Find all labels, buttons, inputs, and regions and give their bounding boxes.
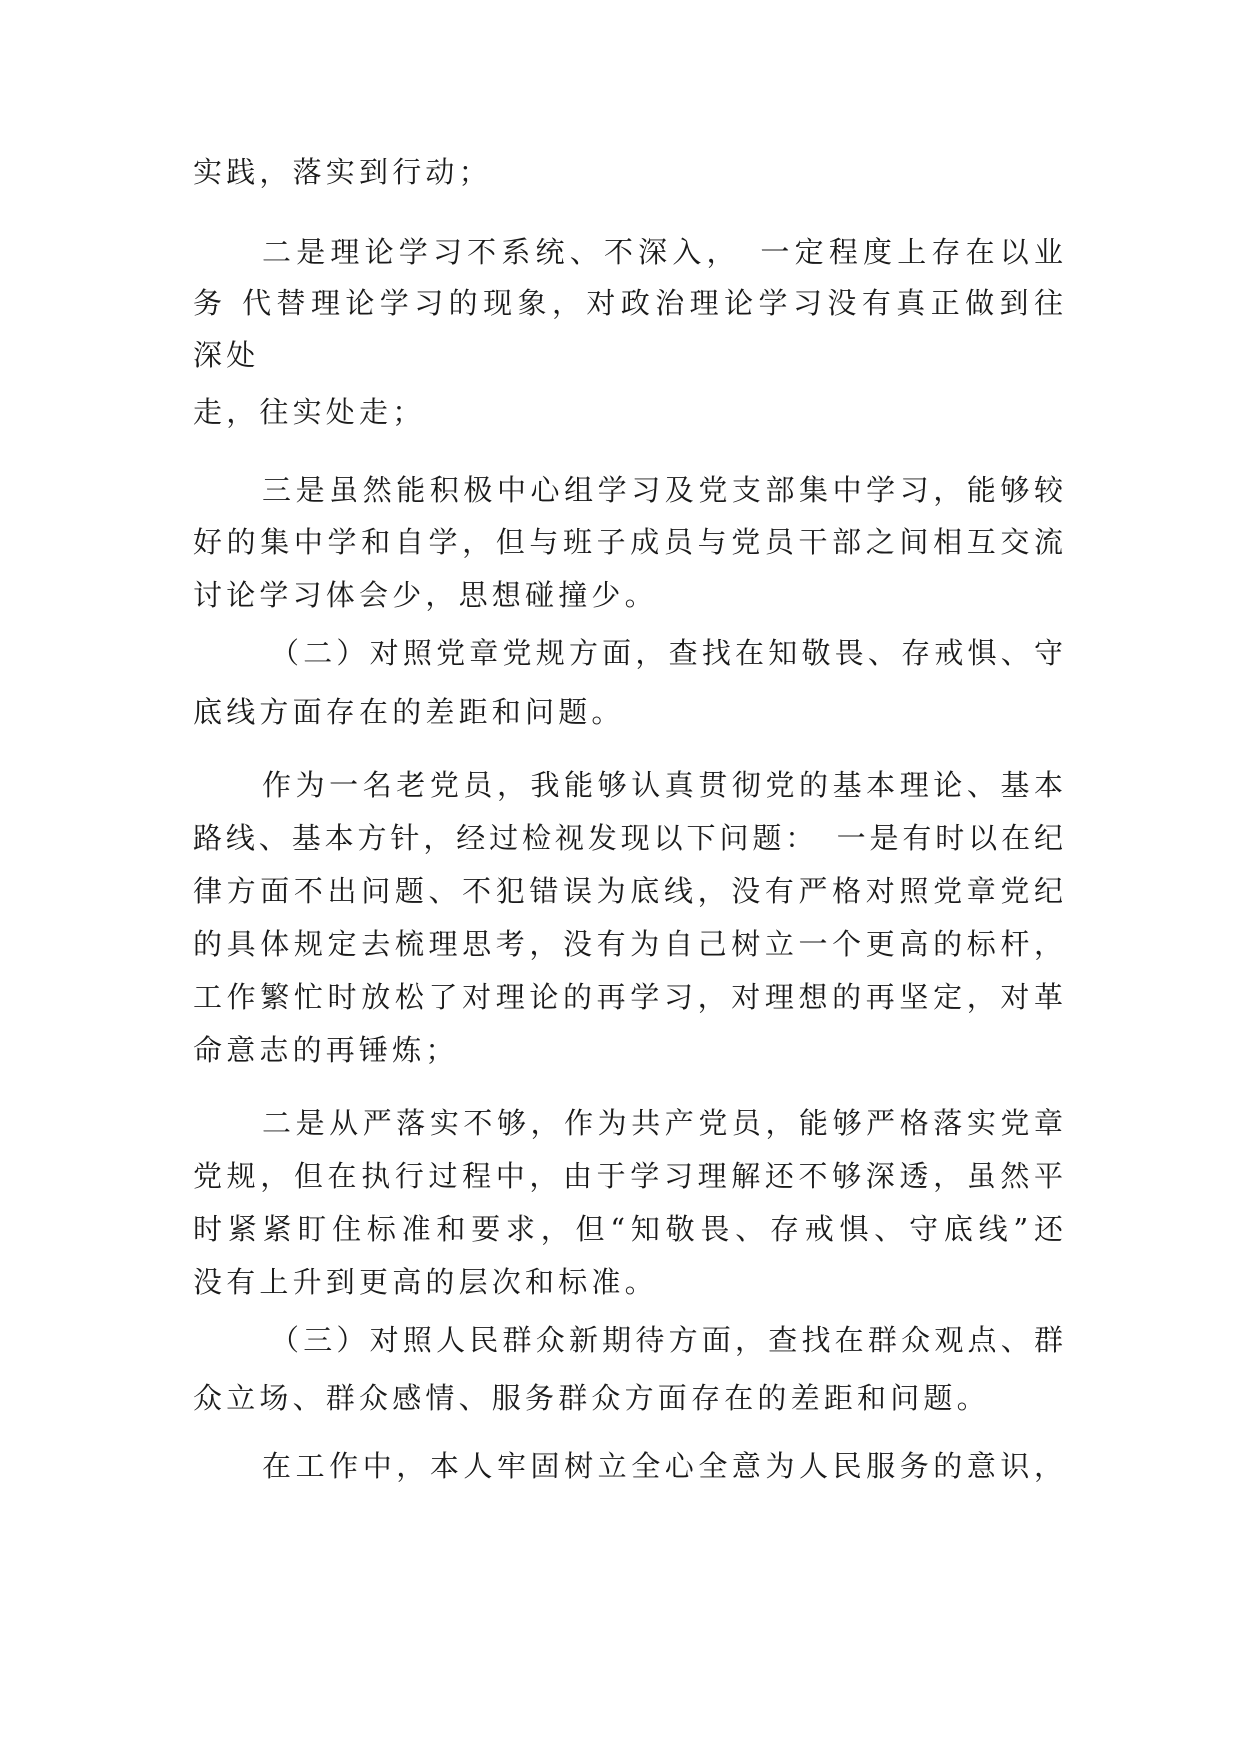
text-line-13: 律方面不出问题、不犯错误为底线，没有严格对照党章党纪 [193, 874, 1063, 908]
text-line-19: 时紧紧盯住标准和要求，但“知敬畏、存戒惧、守底线”还 [193, 1212, 1063, 1246]
section-heading-2-line-1: （二）对照党章党规方面，查找在知敬畏、存戒惧、守 [270, 636, 1063, 670]
text-line-4: 深处 [193, 338, 260, 372]
text-line-1: 实践，落实到行动； [193, 155, 492, 189]
text-line-15: 工作繁忙时放松了对理论的再学习，对理想的再坚定，对革 [193, 980, 1063, 1014]
text-line-8: 讨论学习体会少，思想碰撞少。 [193, 578, 658, 612]
text-line-17: 二是从严落实不够，作为共产党员，能够严格落实党章 [262, 1106, 1063, 1140]
text-line-23: 在工作中，本人牢固树立全心全意为人民服务的意识， [262, 1449, 1063, 1483]
section-heading-3-line-2: 众立场、群众感情、服务群众方面存在的差距和问题。 [193, 1381, 990, 1415]
text-line-2: 二是理论学习不系统、不深入， 一定程度上存在以业 [262, 235, 1063, 269]
text-line-18: 党规，但在执行过程中，由于学习理解还不够深透，虽然平 [193, 1159, 1063, 1193]
text-line-6: 三是虽然能积极中心组学习及党支部集中学习，能够较 [262, 473, 1063, 507]
text-line-16: 命意志的再锤炼； [193, 1033, 459, 1067]
text-line-5: 走，往实处走； [193, 395, 426, 429]
section-heading-3-line-1: （三）对照人民群众新期待方面，查找在群众观点、群 [270, 1323, 1063, 1357]
text-line-14: 的具体规定去梳理思考，没有为自己树立一个更高的标杆， [193, 927, 1063, 961]
text-line-12: 路线、基本方针，经过检视发现以下问题： 一是有时以在纪 [193, 821, 1063, 855]
text-line-20: 没有上升到更高的层次和标准。 [193, 1265, 658, 1299]
section-heading-2-line-2: 底线方面存在的差距和问题。 [193, 695, 625, 729]
text-line-3: 务 代替理论学习的现象，对政治理论学习没有真正做到往 [193, 286, 1063, 320]
text-line-7: 好的集中学和自学，但与班子成员与党员干部之间相互交流 [193, 525, 1063, 559]
text-line-11: 作为一名老党员，我能够认真贯彻党的基本理论、基本 [262, 768, 1063, 802]
